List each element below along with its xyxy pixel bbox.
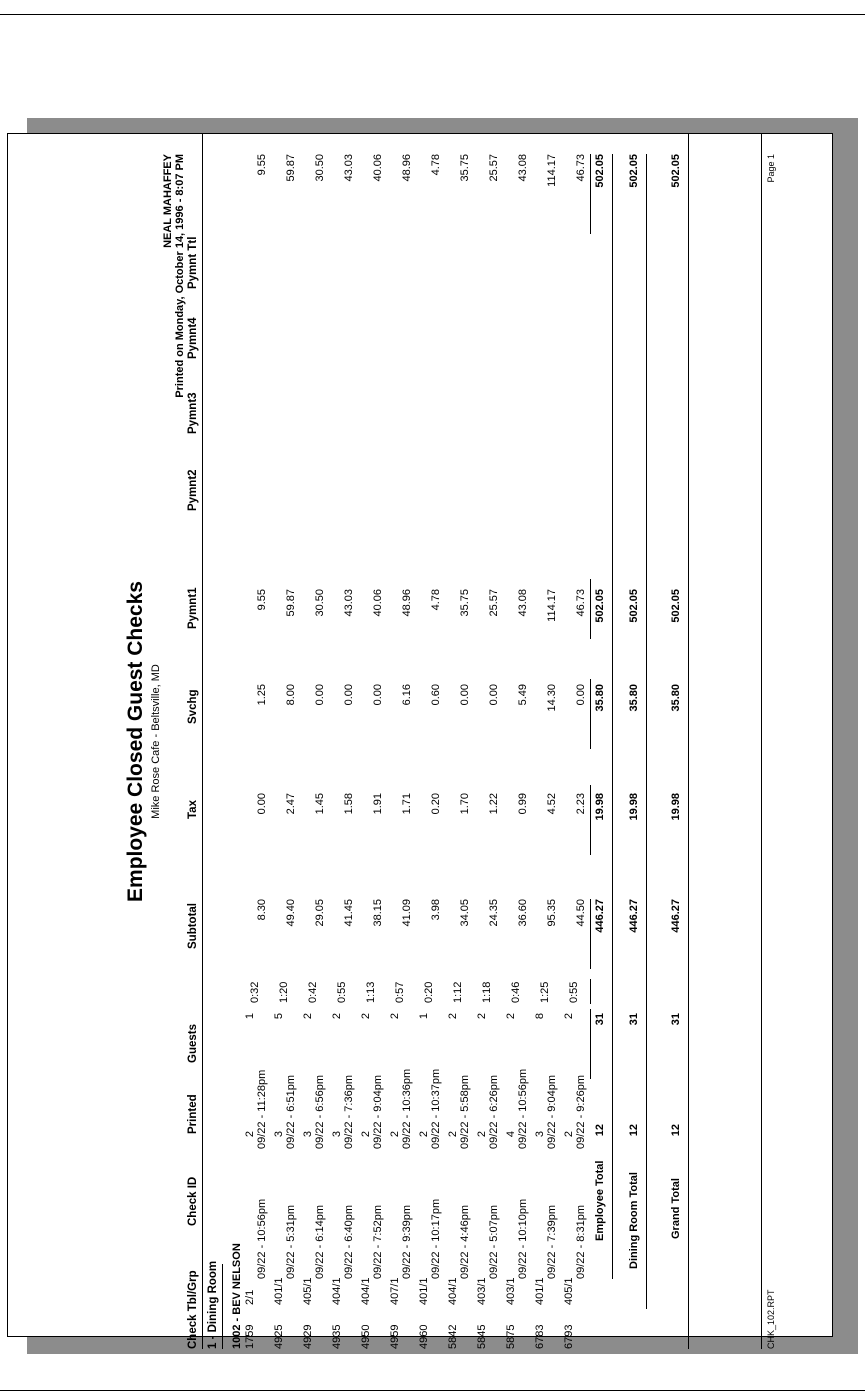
check-number: 5875 <box>505 1324 517 1349</box>
printed-time: 09/22 - 6:56pm <box>314 1075 326 1149</box>
table-group: 404/1 <box>447 1277 459 1305</box>
subtotal-rule <box>590 154 591 234</box>
printed-time: 09/22 - 9:04pm <box>372 1075 384 1149</box>
total-label: Dining Room Total <box>628 1172 640 1269</box>
pymnt-ttl-value: 59.87 <box>285 154 297 182</box>
check-number: 4960 <box>418 1324 430 1349</box>
check-time: 09/22 - 7:52pm <box>372 1205 384 1279</box>
printed-count: 3 <box>273 1131 285 1138</box>
subtotal-value: 49.40 <box>285 899 297 927</box>
check-number: 4935 <box>331 1324 343 1349</box>
pymnt-ttl-value: 40.06 <box>372 154 384 182</box>
guest-count: 8 <box>534 1013 546 1020</box>
svchg-value: 5.49 <box>517 684 529 706</box>
subtotal-value: 41.09 <box>401 899 413 927</box>
printed-count: 2 <box>418 1131 430 1138</box>
subtotal-value: 34.05 <box>459 899 471 927</box>
pymnt1-value: 43.08 <box>517 589 529 617</box>
total-guests: 31 <box>594 1013 606 1026</box>
svchg-value: 8.00 <box>285 684 297 706</box>
svchg-value: 14.30 <box>546 684 558 712</box>
table-group: 401/1 <box>273 1277 285 1305</box>
subtotal-rule <box>590 979 591 1004</box>
total-printed: 12 <box>670 1124 682 1137</box>
total-tax: 19.98 <box>670 793 682 821</box>
total-rule <box>612 154 613 1279</box>
pymnt-ttl-value: 9.55 <box>256 154 268 176</box>
printed-count: 2 <box>360 1131 372 1138</box>
col-header-subtotal: Subtotal <box>187 903 199 949</box>
printed-by-name: NEAL MAHAFFEY <box>162 154 174 248</box>
total-pymnt-ttl: 502.05 <box>670 154 682 188</box>
pymnt1-value: 9.55 <box>256 589 268 611</box>
check-time: 09/22 - 8:31pm <box>575 1205 587 1279</box>
total-pymnt-ttl: 502.05 <box>628 154 640 188</box>
svchg-value: 0.00 <box>314 684 326 706</box>
total-pymnt1: 502.05 <box>628 589 640 623</box>
report-subtitle: Mike Rose Cafe - Beltsville, MD <box>150 664 162 819</box>
printed-count: 2 <box>244 1131 256 1138</box>
report-page <box>7 133 833 1349</box>
check-duration: 1:25 <box>539 981 551 1003</box>
pymnt-ttl-value: 114.17 <box>546 154 558 187</box>
printed-count: 2 <box>447 1131 459 1138</box>
footer-rule <box>761 134 762 1349</box>
tax-value: 1.71 <box>401 793 413 815</box>
subtotal-value: 95.35 <box>546 899 558 927</box>
check-number: 5845 <box>476 1324 488 1349</box>
tax-value: 1.45 <box>314 793 326 815</box>
subtotal-value: 41.45 <box>343 899 355 927</box>
subtotal-value: 24.35 <box>488 899 500 927</box>
check-number: 4929 <box>302 1324 314 1349</box>
guest-count: 2 <box>505 1013 517 1020</box>
check-number: 4959 <box>389 1324 401 1349</box>
check-time: 09/22 - 5:31pm <box>285 1205 297 1279</box>
col-header-guests: Guests <box>187 1024 199 1063</box>
printed-time: 09/22 - 6:51pm <box>285 1075 297 1149</box>
check-duration: 0:55 <box>568 981 580 1003</box>
check-duration: 1:13 <box>365 981 377 1003</box>
printed-count: 3 <box>302 1131 314 1138</box>
pymnt1-value: 25.57 <box>488 589 500 617</box>
tax-value: 0.20 <box>430 793 442 815</box>
tax-value: 1.22 <box>488 793 500 815</box>
printed-time: 09/22 - 10:37pm <box>430 1068 442 1149</box>
tax-value: 2.47 <box>285 793 297 815</box>
guest-count: 5 <box>273 1013 285 1020</box>
check-duration: 0:57 <box>394 981 406 1003</box>
table-group: 404/1 <box>360 1277 372 1305</box>
pymnt1-value: 59.87 <box>285 589 297 617</box>
svchg-value: 0.00 <box>488 684 500 706</box>
pymnt-ttl-value: 25.57 <box>488 154 500 182</box>
total-rule <box>646 154 647 1309</box>
printed-count: 2 <box>563 1131 575 1138</box>
col-header-pymnt-ttl: Pymnt Ttl <box>187 236 199 289</box>
tax-value: 1.91 <box>372 793 384 815</box>
svchg-value: 0.00 <box>575 684 587 706</box>
tax-value: 2.23 <box>575 793 587 815</box>
printed-time: 09/22 - 5:58pm <box>459 1075 471 1149</box>
svchg-value: 6.16 <box>401 684 413 706</box>
check-duration: 1:18 <box>481 981 493 1003</box>
col-header-check: Check Tbl/Grp <box>187 1270 199 1349</box>
tax-value: 0.99 <box>517 793 529 815</box>
tax-value: 0.00 <box>256 793 268 815</box>
pymnt-ttl-value: 35.75 <box>459 154 471 182</box>
col-header-pymnt3: Pymnt3 <box>187 392 199 434</box>
col-header-check-id: Check ID <box>187 1176 199 1226</box>
check-time: 09/22 - 6:40pm <box>343 1205 355 1279</box>
guest-count: 2 <box>360 1013 372 1020</box>
col-header-printed: Printed <box>187 1094 199 1134</box>
table-group: 405/1 <box>302 1277 314 1305</box>
subtotal-value: 3.98 <box>430 899 442 921</box>
table-group: 401/1 <box>418 1277 430 1305</box>
table-group: 407/1 <box>389 1277 401 1305</box>
guest-count: 2 <box>302 1013 314 1020</box>
total-pymnt1: 502.05 <box>670 589 682 623</box>
footer-page-number: Page 1 <box>766 154 776 183</box>
check-duration: 0:42 <box>307 981 319 1003</box>
table-group: 2/1 <box>244 1289 256 1305</box>
total-label: Employee Total <box>594 1160 606 1241</box>
subtotal-rule <box>590 679 591 749</box>
group-heading: 1 - Dining Room <box>207 1260 219 1349</box>
tax-value: 1.70 <box>459 793 471 815</box>
total-label: Grand Total <box>670 1178 682 1239</box>
total-pymnt-ttl: 502.05 <box>594 154 606 188</box>
printed-time: 09/22 - 6:26pm <box>488 1075 500 1149</box>
guest-count: 2 <box>389 1013 401 1020</box>
tax-value: 1.58 <box>343 793 355 815</box>
check-number: 4925 <box>273 1324 285 1349</box>
subtotal-rule <box>590 1009 591 1079</box>
table-group: 403/1 <box>476 1277 488 1305</box>
pymnt-ttl-value: 30.50 <box>314 154 326 182</box>
header-rule <box>202 134 203 1349</box>
printed-time: 09/22 - 10:56pm <box>517 1068 529 1149</box>
col-header-pymnt2: Pymnt2 <box>187 469 199 511</box>
guest-count: 1 <box>244 1013 256 1020</box>
guest-count: 2 <box>331 1013 343 1020</box>
pymnt-ttl-value: 43.03 <box>343 154 355 182</box>
check-duration: 1:20 <box>278 981 290 1003</box>
printed-time: 09/22 - 11:28pm <box>256 1069 268 1149</box>
printed-count: 4 <box>505 1131 517 1138</box>
check-number: 5842 <box>447 1324 459 1349</box>
check-duration: 0:46 <box>510 981 522 1003</box>
total-subtotal: 446.27 <box>628 899 640 933</box>
svchg-value: 0.00 <box>372 684 384 706</box>
total-printed: 12 <box>594 1124 606 1137</box>
check-time: 09/22 - 10:56pm <box>256 1198 268 1279</box>
pymnt1-value: 35.75 <box>459 589 471 617</box>
guest-count: 1 <box>418 1013 430 1020</box>
total-svchg: 35.80 <box>628 684 640 712</box>
total-subtotal: 446.27 <box>594 899 606 933</box>
printed-time: 09/22 - 9:04pm <box>546 1075 558 1149</box>
total-svchg: 35.80 <box>670 684 682 712</box>
total-tax: 19.98 <box>594 793 606 821</box>
pymnt1-value: 48.96 <box>401 589 413 617</box>
total-pymnt1: 502.05 <box>594 589 606 623</box>
pymnt1-value: 30.50 <box>314 589 326 617</box>
pymnt1-value: 43.03 <box>343 589 355 617</box>
pymnt-ttl-value: 43.08 <box>517 154 529 182</box>
check-time: 09/22 - 4:46pm <box>459 1205 471 1279</box>
pymnt-ttl-value: 48.96 <box>401 154 413 182</box>
pymnt-ttl-value: 46.73 <box>575 154 587 182</box>
rotated-report <box>118 134 808 1349</box>
top-rule <box>0 14 865 15</box>
table-group: 405/1 <box>563 1277 575 1305</box>
subtotal-rule <box>590 579 591 639</box>
footer-file-name: CHK_102.RPT <box>766 1289 776 1349</box>
check-duration: 0:55 <box>336 981 348 1003</box>
subtotal-rule <box>590 899 591 969</box>
svchg-value: 0.00 <box>459 684 471 706</box>
table-group: 403/1 <box>505 1277 517 1305</box>
printed-on-date: Printed on Monday, October 14, 1996 - 8:07 PM <box>174 154 186 398</box>
check-time: 09/22 - 10:17pm <box>430 1198 442 1279</box>
check-duration: 0:32 <box>249 981 261 1003</box>
check-time: 09/22 - 7:39pm <box>546 1205 558 1279</box>
pymnt-ttl-value: 4.78 <box>430 154 442 176</box>
subtotal-value: 36.60 <box>517 899 529 927</box>
pymnt1-value: 46.73 <box>575 589 587 617</box>
total-guests: 31 <box>628 1013 640 1026</box>
total-subtotal: 446.27 <box>670 899 682 933</box>
check-time: 09/22 - 10:10pm <box>517 1198 529 1279</box>
subtotal-value: 38.15 <box>372 899 384 927</box>
col-header-pymnt4: Pymnt4 <box>187 317 199 359</box>
guest-count: 2 <box>447 1013 459 1020</box>
bottom-rule <box>0 1390 865 1391</box>
svchg-value: 0.00 <box>343 684 355 706</box>
tax-value: 4.52 <box>546 793 558 815</box>
total-svchg: 35.80 <box>594 684 606 712</box>
check-duration: 0:20 <box>423 981 435 1003</box>
printed-time: 09/22 - 9:26pm <box>575 1075 587 1149</box>
printed-count: 2 <box>389 1131 401 1138</box>
check-duration: 1:12 <box>452 981 464 1003</box>
col-header-tax: Tax <box>187 800 199 819</box>
pymnt1-value: 40.06 <box>372 589 384 617</box>
subtotal-rule <box>590 785 591 855</box>
printed-time: 09/22 - 10:36pm <box>401 1068 413 1149</box>
subtotal-value: 8.30 <box>256 899 268 921</box>
grand-total-rule <box>688 134 689 1349</box>
subtotal-value: 44.50 <box>575 899 587 927</box>
total-guests: 31 <box>670 1013 682 1026</box>
svchg-value: 0.60 <box>430 684 442 706</box>
printed-count: 3 <box>534 1131 546 1138</box>
check-number: 6793 <box>563 1324 575 1349</box>
report-title: Employee Closed Guest Checks <box>124 581 147 902</box>
pymnt1-value: 114.17 <box>546 589 558 622</box>
total-printed: 12 <box>628 1124 640 1137</box>
guest-count: 2 <box>476 1013 488 1020</box>
total-tax: 19.98 <box>628 793 640 821</box>
check-number: 1759 <box>244 1324 256 1349</box>
svchg-value: 1.25 <box>256 684 268 706</box>
check-time: 09/22 - 9:39pm <box>401 1205 413 1279</box>
pymnt1-value: 4.78 <box>430 589 442 611</box>
group-underline <box>222 1264 223 1349</box>
check-time: 09/22 - 6:14pm <box>314 1205 326 1279</box>
check-number: 6783 <box>534 1324 546 1349</box>
col-header-svchg: Svchg <box>187 689 199 724</box>
printed-count: 2 <box>476 1131 488 1138</box>
col-header-pymnt1: Pymnt1 <box>187 587 199 629</box>
guest-count: 2 <box>563 1013 575 1020</box>
subtotal-value: 29.05 <box>314 899 326 927</box>
printed-count: 3 <box>331 1131 343 1138</box>
employee-heading: 1002 - BEV NELSON <box>231 1243 243 1349</box>
printed-time: 09/22 - 7:36pm <box>343 1075 355 1149</box>
table-group: 404/1 <box>331 1277 343 1305</box>
check-time: 09/22 - 5:07pm <box>488 1205 500 1279</box>
table-group: 401/1 <box>534 1277 546 1305</box>
check-number: 4950 <box>360 1324 372 1349</box>
